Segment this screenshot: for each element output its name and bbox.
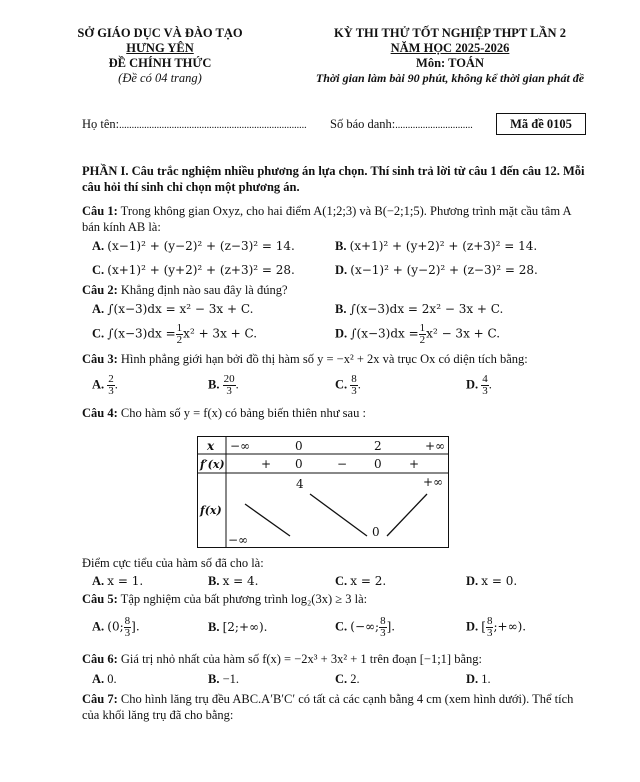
- table-border: [198, 437, 449, 548]
- opt-letter: B.: [208, 620, 220, 634]
- q5-d-pre: [: [481, 619, 486, 634]
- header-right-line3: Môn: TOÁN: [416, 56, 484, 70]
- variation-table: [197, 436, 449, 548]
- q6-option-d[interactable]: [466, 672, 491, 687]
- header-left-line2: HƯNG YÊN: [126, 41, 194, 55]
- f-val-3: 0: [372, 525, 380, 539]
- q2-line: [82, 283, 288, 298]
- opt-letter: D.: [466, 377, 479, 392]
- frac-den: 3: [482, 385, 488, 397]
- q6-d-text: 1.: [481, 672, 491, 686]
- opt-letter: B.: [208, 377, 220, 392]
- opt-letter: B.: [335, 302, 347, 316]
- q5-option-d[interactable]: [466, 616, 526, 639]
- q6-option-c[interactable]: [335, 672, 360, 687]
- q5-d-post: ;+∞).: [493, 619, 527, 634]
- q2-option-b[interactable]: [335, 302, 503, 317]
- q5-text: Tập nghiệm của bất phương trình log₂(3x) ≥ 3 là:: [117, 592, 368, 606]
- arrow-up-1: [245, 504, 290, 536]
- opt-letter: D.: [335, 326, 348, 341]
- q3-label: Câu 3:: [82, 352, 118, 366]
- q5-label: Câu 5:: [82, 592, 118, 606]
- frac-den: 3: [486, 627, 493, 639]
- q7-line1: [82, 692, 573, 707]
- frac-den: 3: [226, 385, 232, 397]
- q5-c-post: ].: [386, 619, 396, 634]
- frac-num: 20: [223, 373, 235, 385]
- q7-label: Câu 7:: [82, 692, 118, 706]
- f-val-4: +∞: [423, 475, 444, 489]
- fraction: [481, 374, 489, 397]
- q1-line1: [82, 204, 572, 219]
- x-val-2: 0: [295, 439, 303, 453]
- q2-option-d[interactable]: [335, 323, 500, 346]
- q2-b-text: ∫(x−3)dx = 2x² − 3x + C.: [349, 302, 504, 316]
- q1-text1: Trong không gian Oxyz, cho hai điểm A(1;2;3) và B(−2;1;5). Phương trình mặt cầu tâm A: [117, 204, 572, 218]
- opt-letter: A.: [92, 619, 105, 634]
- q5-option-b[interactable]: [208, 620, 268, 635]
- x-label: x: [207, 439, 215, 453]
- id-label: Số báo danh:: [330, 117, 396, 131]
- q4-d-text: x = 0.: [481, 574, 518, 588]
- opt-letter: A.: [92, 302, 105, 316]
- name-dots: ...........................................................................: [119, 120, 307, 131]
- q4-c-text: x = 2.: [350, 574, 387, 588]
- q1-option-a[interactable]: [92, 239, 295, 254]
- part1-title: PHẦN I. Câu trắc nghiệm nhiều phương án lựa chọn.: [82, 164, 368, 178]
- q6-line: [82, 652, 482, 667]
- q4-option-c[interactable]: [335, 574, 386, 589]
- f-val-2: 4: [296, 477, 304, 491]
- fraction: [379, 616, 387, 639]
- opt-letter: C.: [92, 326, 105, 341]
- q3-line: [82, 352, 528, 367]
- opt-letter: C.: [335, 672, 348, 686]
- q1-label: Câu 1:: [82, 204, 118, 218]
- sign-3: −: [337, 457, 348, 471]
- q2-c-post: x² + 3x + C.: [183, 326, 258, 341]
- q3-option-c[interactable]: C. $\frac{8}{3}$ .: [335, 373, 361, 397]
- f-val-1: −∞: [228, 533, 249, 547]
- opt-letter: A.: [92, 239, 105, 253]
- opt-letter: D.: [466, 619, 479, 634]
- q1-option-d[interactable]: [335, 263, 538, 278]
- sign-4: 0: [374, 457, 382, 471]
- header-right-line4: Thời gian làm bài 90 phút, không kể thời gian phát đề: [315, 71, 585, 85]
- q6-option-b[interactable]: [208, 672, 239, 687]
- opt-letter: A.: [92, 672, 105, 686]
- frac-num: 1: [176, 322, 183, 334]
- opt-letter: C.: [92, 263, 105, 277]
- q5-b-text: [2;+∞).: [222, 620, 268, 634]
- frac-den: 3: [351, 385, 357, 397]
- q5-a-pre: (0;: [107, 619, 124, 634]
- sign-1: +: [261, 457, 272, 471]
- q5-option-c[interactable]: [335, 616, 395, 639]
- opt-letter: A.: [92, 574, 105, 588]
- q4-b-text: x = 4.: [222, 574, 259, 588]
- fraction: [107, 374, 115, 397]
- frac-num: 8: [124, 615, 131, 627]
- part1-desc1: Thí sinh trả lời từ câu 1 đến câu 12. Mỗi: [367, 164, 585, 178]
- q5-line: [82, 592, 367, 607]
- q6-option-a[interactable]: [92, 672, 117, 687]
- x-val-1: −∞: [230, 439, 251, 453]
- fraction: [350, 374, 358, 397]
- frac-den: 3: [380, 627, 386, 639]
- q6-b-text: −1.: [222, 672, 240, 686]
- f-label: f(x): [200, 504, 222, 517]
- q6-c-text: 2.: [350, 672, 360, 686]
- q2-d-pre: ∫(x−3)dx =: [350, 326, 419, 341]
- q1-c-text: (x+1)² + (y+2)² + (z+3)² = 28.: [107, 263, 295, 277]
- candidate-name: [82, 117, 307, 132]
- arrow-down: [310, 494, 367, 536]
- fraction: [223, 374, 236, 397]
- q4-ask: Điểm cực tiểu của hàm số đã cho là:: [82, 556, 264, 570]
- opt-letter: D.: [466, 574, 479, 588]
- opt-letter: B.: [208, 574, 220, 588]
- q2-option-a[interactable]: [92, 302, 253, 317]
- frac-den: 2: [419, 334, 426, 346]
- x-val-3: 2: [374, 439, 382, 453]
- opt-letter: B.: [335, 239, 347, 253]
- part1-desc2: câu hỏi thí sinh chỉ chọn một phương án.: [82, 180, 300, 194]
- sign-2: 0: [295, 457, 303, 471]
- q3-option-b[interactable]: B. $\frac{20}{3}$ .: [208, 373, 239, 397]
- q1-option-c[interactable]: [92, 263, 295, 278]
- opt-letter: C.: [335, 574, 348, 588]
- q1-option-b[interactable]: [335, 239, 537, 254]
- candidate-id: [330, 117, 473, 132]
- id-dots: ...............................: [395, 120, 473, 131]
- q5-c-pre: (−∞;: [350, 619, 380, 634]
- frac-num: 8: [380, 615, 386, 627]
- frac-num: 1: [419, 322, 426, 334]
- frac-num: 2: [108, 373, 114, 385]
- q3-option-a[interactable]: A. $\frac{2}{3}$ .: [92, 373, 118, 397]
- q2-text: Khẳng định nào sau đây là đúng?: [117, 283, 288, 297]
- q4-label: Câu 4:: [82, 406, 118, 420]
- header-left-line4: (Đề có 04 trang): [118, 71, 202, 85]
- x-val-4: +∞: [425, 439, 446, 453]
- opt-letter: B.: [208, 672, 220, 686]
- header-right-line2: NĂM HỌC 2025-2026: [390, 41, 510, 55]
- q4-line: [82, 406, 366, 421]
- q2-a-text: ∫(x−3)dx = x² − 3x + C.: [107, 302, 254, 316]
- q5-a-post: ].: [131, 619, 140, 634]
- q2-option-c[interactable]: [92, 323, 257, 346]
- frac-num: 4: [482, 373, 488, 385]
- q1-text2: bán kính AB là:: [82, 220, 161, 234]
- q2-c-pre: ∫(x−3)dx =: [107, 326, 176, 341]
- q1-d-text: (x−1)² + (y−2)² + (z−3)² = 28.: [350, 263, 538, 277]
- sign-5: +: [409, 457, 420, 471]
- frac-den: 3: [124, 627, 131, 639]
- opt-letter: C.: [335, 377, 348, 392]
- opt-letter: A.: [92, 377, 105, 392]
- frac-num: 8: [486, 615, 493, 627]
- q6-a-text: 0.: [107, 672, 117, 686]
- q4-text: Cho hàm số y = f(x) có bảng biến thiên như sau :: [117, 406, 366, 420]
- frac-num: 8: [351, 373, 357, 385]
- header-left-line1: SỞ GIÁO DỤC VÀ ĐÀO TẠO: [77, 26, 243, 40]
- frac-den: 2: [176, 334, 183, 346]
- q4-a-text: x = 1.: [107, 574, 144, 588]
- exam-code-box: Mã đề 0105: [496, 113, 586, 135]
- name-label: Họ tên:: [82, 117, 120, 131]
- q2-label: Câu 2:: [82, 283, 118, 297]
- q6-text: Giá trị nhỏ nhất của hàm số f(x) = −2x³ + 3x² + 1 trên đoạn [−1;1] bằng:: [117, 652, 482, 666]
- opt-letter: D.: [466, 672, 479, 686]
- q1-b-text: (x+1)² + (y+2)² + (z+3)² = 14.: [349, 239, 538, 253]
- frac-den: 3: [108, 385, 114, 397]
- fp-label: f′(x): [200, 458, 225, 471]
- q7-text2: của khối lăng trụ đã cho bằng:: [82, 708, 234, 722]
- q4-option-d[interactable]: [466, 574, 517, 589]
- q5-option-a[interactable]: [92, 616, 140, 639]
- q6-label: Câu 6:: [82, 652, 118, 666]
- header-right-line1: KỲ THI THỬ TỐT NGHIỆP THPT LẦN 2: [334, 26, 566, 40]
- q1-a-text: (x−1)² + (y−2)² + (z−3)² = 14.: [107, 239, 295, 253]
- q2-d-post: x² − 3x + C.: [426, 326, 501, 341]
- q3-option-d[interactable]: D. $\frac{4}{3}$ .: [466, 373, 492, 397]
- q3-text: Hình phẳng giới hạn bởi đồ thị hàm số y = −x² + 2x và trục Ox có diện tích bằng:: [117, 352, 528, 366]
- q4-option-b[interactable]: [208, 574, 259, 589]
- part1-line1: [82, 164, 585, 179]
- opt-letter: D.: [335, 263, 348, 277]
- header-left-line3: ĐỀ CHÍNH THỨC: [108, 56, 212, 70]
- opt-letter: C.: [335, 619, 348, 634]
- arrow-up-2: [387, 494, 427, 536]
- q4-option-a[interactable]: [92, 574, 143, 589]
- q7-text1: Cho hình lăng trụ đều ABC.A′B′C′ có tất cả các cạnh bằng 4 cm (xem hình dưới). Thể tích: [117, 692, 574, 706]
